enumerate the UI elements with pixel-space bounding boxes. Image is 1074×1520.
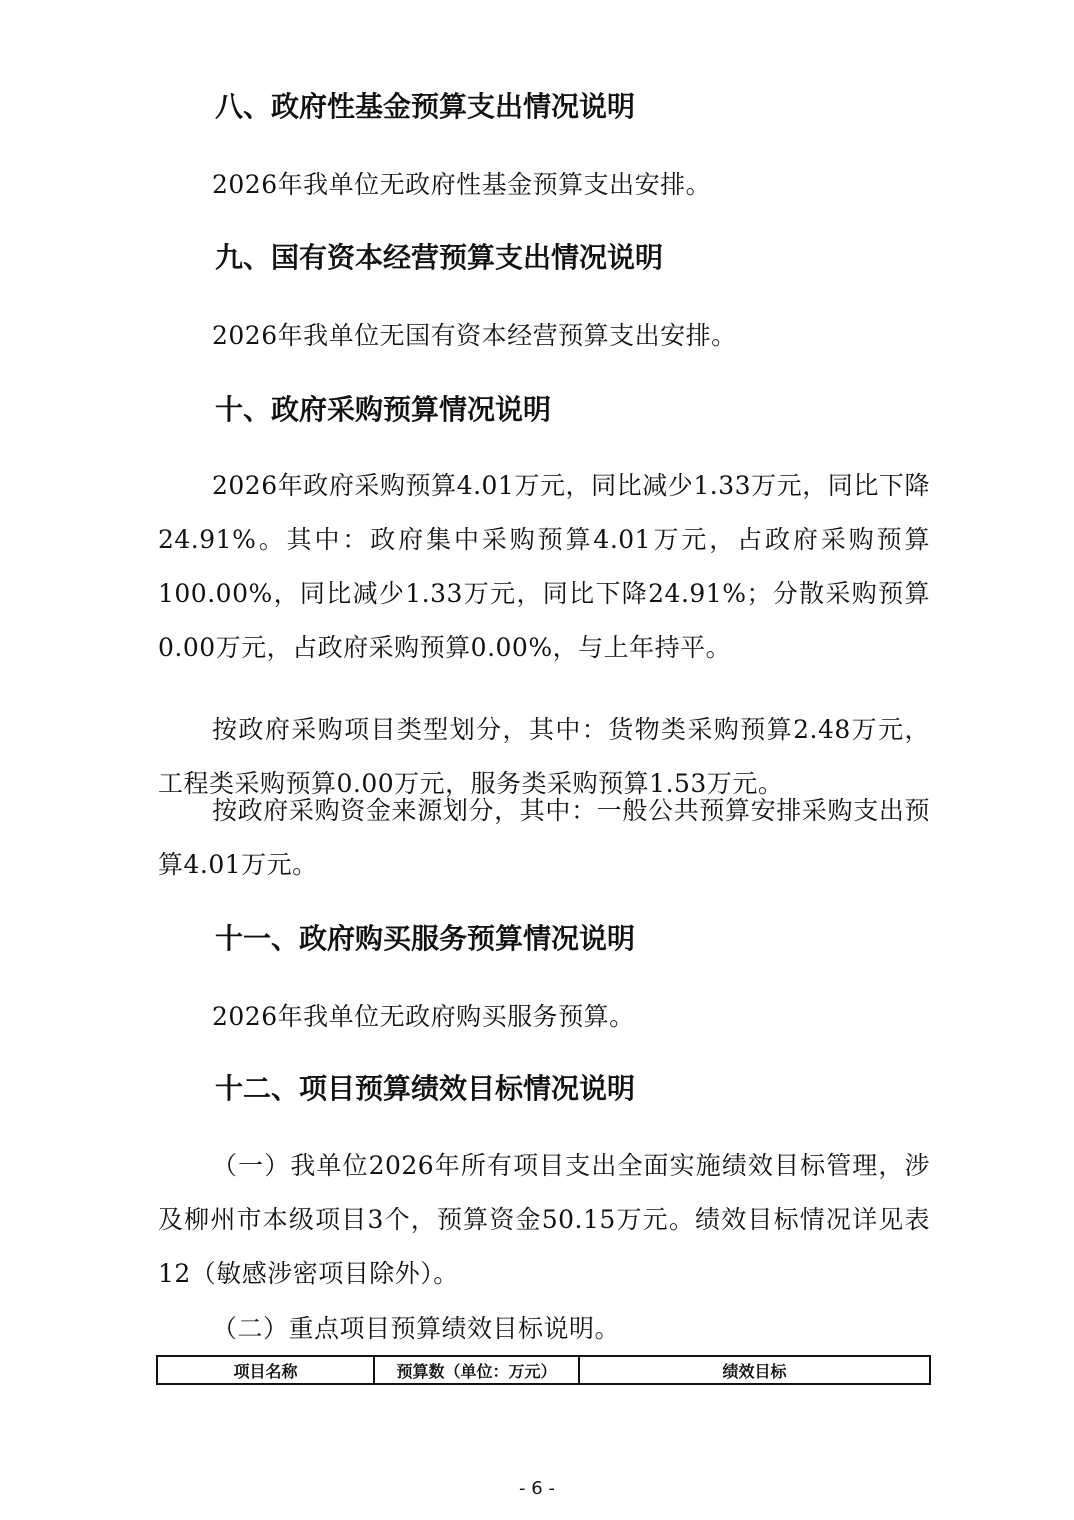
performance-target-table: [156, 1355, 931, 1385]
table-header-row: [157, 1356, 930, 1384]
col-performance-target: 绩效目标: [579, 1356, 930, 1384]
section-heading-10: 十、政府采购预算情况说明: [215, 393, 552, 426]
section-10-paragraph-1: 2026年政府采购预算4.01万元，同比减少1.33万元，同比下降24.91%。其中：政府集中采购预算4.01万元，占政府采购预算100.00%，同比减少1.33万元，同比下降24.91%；分散采购预算0.00万元，占政府采购预算0.00%，与上年持平。: [158, 471, 930, 662]
col-project-name: 项目名称: [157, 1356, 374, 1384]
section-heading-8: 八、政府性基金预算支出情况说明: [215, 90, 636, 123]
section-11-paragraph: 2026年我单位无政府购买服务预算。: [212, 1002, 635, 1031]
page-number: - 6 -: [519, 1478, 555, 1499]
section-10-paragraph-2: 按政府采购项目类型划分，其中：货物类采购预算2.48万元，工程类采购预算0.00万元，服务类采购预算1.53万元。: [158, 715, 930, 798]
section-8-paragraph: 2026年我单位无政府性基金预算支出安排。: [212, 170, 712, 199]
col-budget-amount: 预算数（单位：万元）: [374, 1356, 579, 1384]
section-9-paragraph: 2026年我单位无国有资本经营预算支出安排。: [212, 321, 737, 350]
section-10-paragraph-3: 按政府采购资金来源划分，其中：一般公共预算安排采购支出预算4.01万元。: [158, 796, 930, 879]
section-12-paragraph-1: （一）我单位2026年所有项目支出全面实施绩效目标管理，涉及柳州市本级项目3个，预算资金50.15万元。绩效目标情况详见表12（敏感涉密项目除外）。: [158, 1151, 930, 1288]
section-heading-11: 十一、政府购买服务预算情况说明: [215, 922, 636, 955]
section-12-paragraph-2: （二）重点项目预算绩效目标说明。: [212, 1314, 621, 1343]
section-heading-9: 九、国有资本经营预算支出情况说明: [215, 241, 664, 274]
section-heading-12: 十二、项目预算绩效目标情况说明: [215, 1072, 636, 1105]
